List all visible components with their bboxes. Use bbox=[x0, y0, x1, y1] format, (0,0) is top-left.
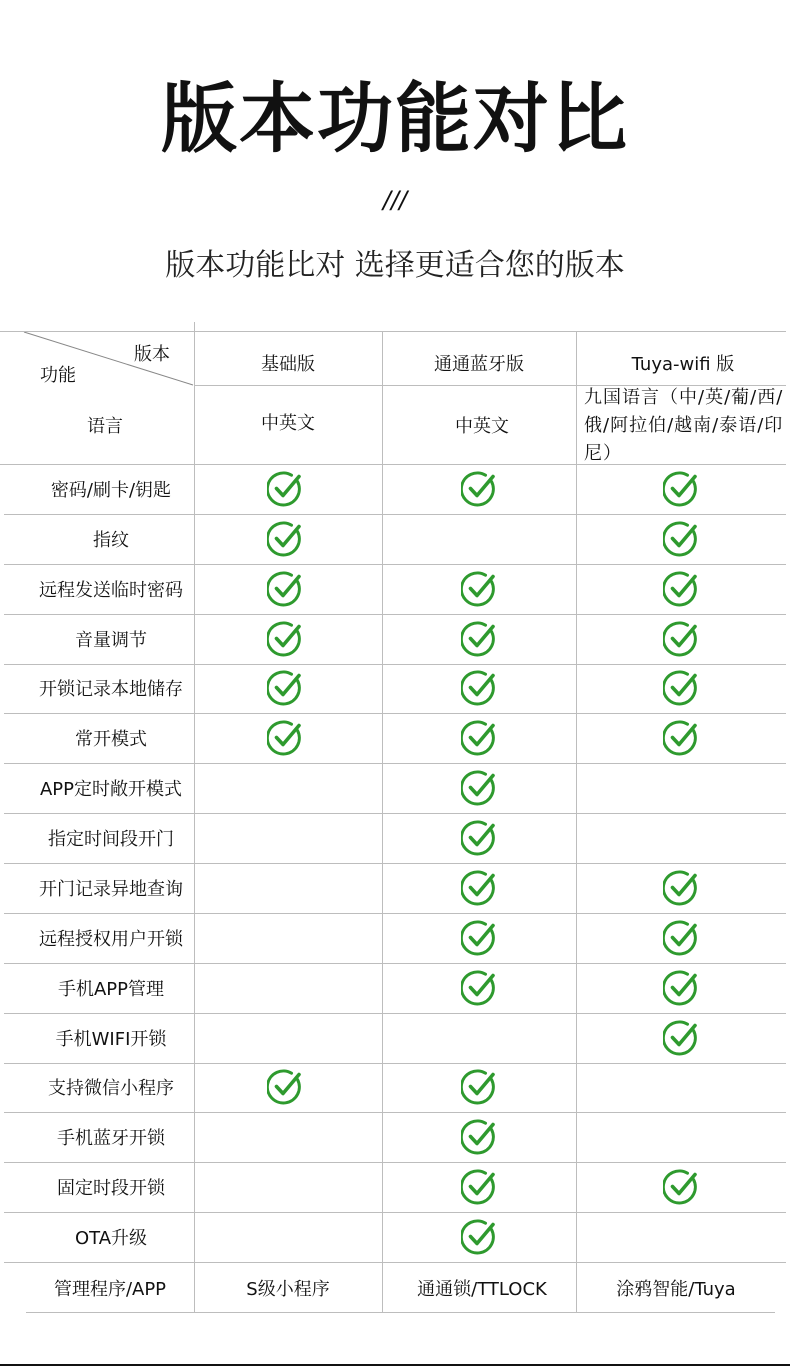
language-basic: 中英文 bbox=[261, 413, 315, 434]
table-horizontal-rule bbox=[26, 1312, 775, 1313]
feature-label: 远程发送临时密码 bbox=[39, 579, 183, 601]
check-circle-icon bbox=[663, 870, 699, 906]
feature-label: 固定时段开锁 bbox=[57, 1178, 165, 1200]
feature-label: 指定时间段开门 bbox=[48, 829, 174, 851]
bottom-rule bbox=[0, 1364, 790, 1366]
check-circle-icon bbox=[663, 621, 699, 657]
check-circle-icon bbox=[663, 670, 699, 706]
language-tuya: 九国语言（中/英/葡/西/俄/阿拉伯/越南/泰语/印尼） bbox=[584, 387, 784, 464]
check-circle-icon bbox=[461, 1069, 497, 1105]
check-circle-icon bbox=[461, 970, 497, 1006]
check-circle-icon bbox=[461, 471, 497, 507]
check-circle-icon bbox=[663, 521, 699, 557]
table-horizontal-rule bbox=[0, 331, 786, 332]
check-circle-icon bbox=[267, 1069, 303, 1105]
check-circle-icon bbox=[461, 1119, 497, 1155]
feature-label: 手机APP管理 bbox=[57, 978, 165, 1000]
table-horizontal-rule bbox=[194, 385, 786, 386]
feature-label: 支持微信小程序 bbox=[48, 1078, 174, 1100]
app-tuya: 涂鸦智能/Tuya bbox=[616, 1279, 736, 1300]
check-circle-icon bbox=[267, 521, 303, 557]
check-circle-icon bbox=[267, 621, 303, 657]
check-circle-icon bbox=[663, 920, 699, 956]
check-circle-icon bbox=[461, 621, 497, 657]
column-header-basic: 基础版 bbox=[261, 354, 315, 375]
page-title: 版本功能对比 bbox=[161, 74, 629, 163]
corner-label-feature: 功能 bbox=[40, 365, 76, 386]
row-label-language: 语言 bbox=[87, 416, 123, 437]
feature-label: 开门记录异地查询 bbox=[39, 878, 183, 900]
check-circle-icon bbox=[461, 1169, 497, 1205]
column-header-bluetooth: 通通蓝牙版 bbox=[434, 354, 524, 375]
table-horizontal-rule bbox=[4, 1262, 786, 1263]
check-circle-icon bbox=[267, 670, 303, 706]
check-circle-icon bbox=[461, 770, 497, 806]
corner-label-version: 版本 bbox=[134, 344, 170, 365]
app-basic: S级小程序 bbox=[246, 1279, 330, 1300]
check-circle-icon bbox=[461, 870, 497, 906]
check-circle-icon bbox=[663, 1020, 699, 1056]
feature-label: 音量调节 bbox=[75, 629, 147, 651]
feature-label: 常开模式 bbox=[75, 729, 147, 751]
check-circle-icon bbox=[461, 920, 497, 956]
feature-label: 开锁记录本地储存 bbox=[39, 679, 183, 701]
check-circle-icon bbox=[663, 970, 699, 1006]
feature-label: 指纹 bbox=[93, 529, 129, 551]
check-circle-icon bbox=[461, 670, 497, 706]
feature-label: APP定时敞开模式 bbox=[39, 779, 183, 801]
check-circle-icon bbox=[267, 471, 303, 507]
table-vertical-rule bbox=[382, 332, 383, 1312]
feature-label: OTA升级 bbox=[74, 1228, 148, 1250]
app-bluetooth: 通通锁/TTLOCK bbox=[417, 1279, 547, 1300]
language-bluetooth: 中英文 bbox=[455, 416, 509, 437]
check-circle-icon bbox=[267, 571, 303, 607]
check-circle-icon bbox=[663, 720, 699, 756]
feature-label: 手机WIFI开锁 bbox=[55, 1028, 167, 1050]
check-circle-icon bbox=[461, 720, 497, 756]
check-circle-icon bbox=[663, 571, 699, 607]
title-decoration: /// bbox=[382, 186, 408, 214]
feature-label: 远程授权用户开锁 bbox=[39, 928, 183, 950]
feature-label: 手机蓝牙开锁 bbox=[57, 1128, 165, 1150]
check-circle-icon bbox=[461, 1219, 497, 1255]
check-circle-icon bbox=[663, 471, 699, 507]
page-subtitle: 版本功能比对 选择更适合您的版本 bbox=[165, 248, 625, 283]
table-vertical-rule bbox=[576, 332, 577, 1312]
column-header-tuya: Tuya-wifi 版 bbox=[631, 354, 735, 375]
row-label-app: 管理程序/APP bbox=[53, 1279, 167, 1300]
check-circle-icon bbox=[461, 571, 497, 607]
feature-label: 密码/刷卡/钥匙 bbox=[50, 479, 172, 501]
check-circle-icon bbox=[267, 720, 303, 756]
check-circle-icon bbox=[663, 1169, 699, 1205]
check-circle-icon bbox=[461, 820, 497, 856]
